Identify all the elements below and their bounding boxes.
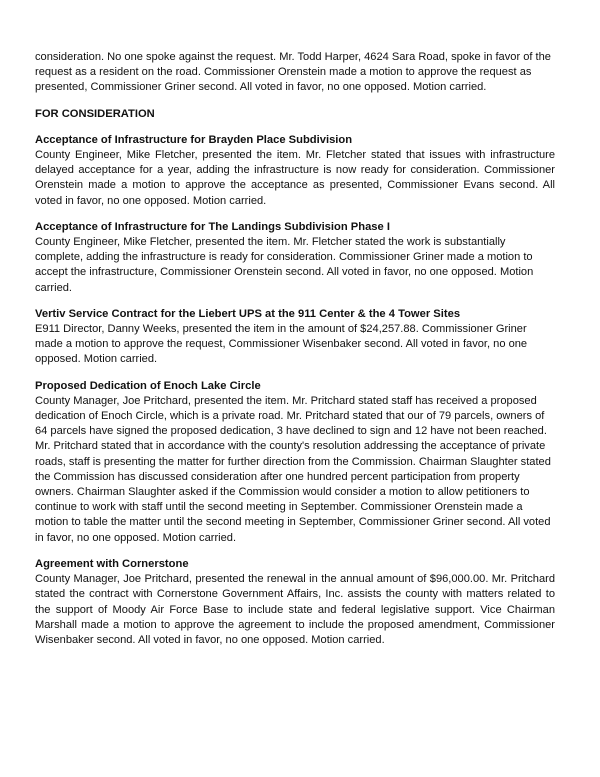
agenda-item [35,133,555,209]
spacer [35,96,555,107]
item-body: County Manager, Joe Pritchard, presented the item. Mr. Pritchard stated staff has received a proposed dedication of Enoch Circle, which is a private road. Mr. Pritchard stated that our of 79 parcels, owners of 64 parcels have signed the proposed dedication, 3 have declined to sign and 12 have not been reached. Mr. Pritchard stated that in accordance with the county's resolution addressing the acceptance of private roads, staff is presenting the matter for further direction from the Commission. Chairman Slaughter stated the Commission has discussed consideration after one hundred percent participation from property owners. Chairman Slaughter asked if the Commission would consider a motion to allow petitioners to continue to work with staff until the second meeting in September. Commissioner Orenstein made a motion to table the matter until the second meeting in September, Commissioner Griner second. All voted in favor, no one opposed. Motion carried. [35,394,551,544]
item-body: County Engineer, Mike Fletcher, presented the item. Mr. Fletcher stated that issues with infrastructure delayed acceptance for a year, adding the infrastructure is now ready for consideration. Commissioner Orenstein made a motion to approve the acceptance as presented, Commissioner Evans second. All voted in favor, no one opposed. Motion carried. [35,149,555,207]
agenda-item [35,557,555,648]
intro-paragraph: consideration. No one spoke against the request. Mr. Todd Harper, 4624 Sara Road, spoke in favor of the request as a resident on the road. Commissioner Orenstein made a motion to approve the request as presented, Commissioner Griner second. All voted in favor, no one opposed. Motion carried. [35,51,551,94]
item-heading: Agreement with Cornerstone [35,557,189,570]
item-body: County Engineer, Mike Fletcher, presented the item. Mr. Fletcher stated the work is substantially complete, adding the infrastructure is ready for consideration. Commissioner Griner made a motion to accept the infrastructure, Commissioner Orenstein second. All voted in favor, no one opposed. Motion carried. [35,236,534,294]
agenda-item [35,220,555,296]
section-heading: FOR CONSIDERATION [35,107,155,120]
spacer [35,122,555,133]
item-heading: Proposed Dedication of Enoch Lake Circle [35,379,261,392]
agenda-item [35,307,555,368]
spacer [35,368,555,379]
spacer [35,296,555,307]
item-heading: Acceptance of Infrastructure for The Landings Subdivision Phase I [35,220,390,233]
item-heading: Vertiv Service Contract for the Liebert UPS at the 911 Center & the 4 Tower Sites [35,307,461,320]
item-body: County Manager, Joe Pritchard, presented the renewal in the annual amount of $96,000.00. Mr. Pritchard stated the contract with Cornerstone Government Affairs, Inc. assists the county with matters related to the support of Moody Air Force Base to include state and federal legislative support. Vice Chairman Marshall made a motion to approve the agreement to include the proposed amendment, Commissioner Wisenbaker second. All voted in favor, no one opposed. Motion carried. [35,573,555,646]
spacer [35,209,555,220]
agenda-item [35,379,555,546]
minutes-content [35,50,555,648]
item-body: E911 Director, Danny Weeks, presented the item in the amount of $24,257.88. Commissioner Griner made a motion to approve the request, Commissioner Wisenbaker second. All voted in favor, no one opposed. Motion carried. [35,323,528,366]
item-heading: Acceptance of Infrastructure for Brayden Place Subdivision [35,133,353,146]
spacer [35,546,555,557]
